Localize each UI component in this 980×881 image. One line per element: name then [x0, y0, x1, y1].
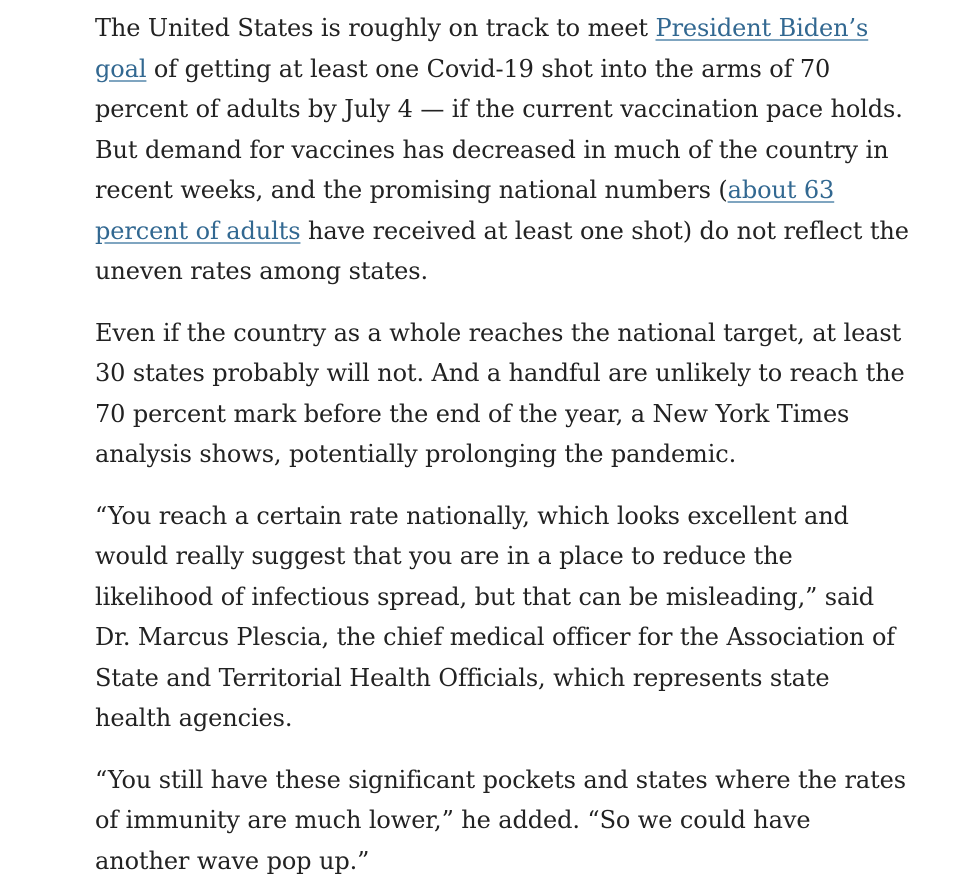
- paragraph-text: have received at least one shot) do not reflect the uneven rates among states.: [95, 217, 909, 286]
- paragraph-text: The United States is roughly on track to meet: [95, 14, 656, 42]
- article-paragraph: “You reach a certain rate nationally, which looks excellent and would really suggest that you are in a place to reduce the likelihood of infectious spread, but that can be misleading,” said Dr. Marcus Plescia, the chief medical officer for the Association of State and Territorial Health Officials, which represents state health agencies.: [95, 496, 910, 739]
- link-about-63-percent-of-adults[interactable]: about 63 percent of adults: [95, 176, 834, 245]
- paragraph-text: of getting at least one Covid-19 shot into the arms of 70 percent of adults by July 4 — if the current vaccination pace holds. But demand for vaccines has decreased in much of the country in recent weeks, and the promising national numbers (: [95, 55, 903, 205]
- article-paragraph: “You still have these significant pockets and states where the rates of immunity are much lower,” he added. “So we could have another wave pop up.”: [95, 760, 910, 881]
- link-president-bidens-goal[interactable]: President Biden’s goal: [95, 14, 868, 83]
- article-paragraph: [95, 8, 910, 292]
- article-paragraph: Even if the country as a whole reaches the national target, at least 30 states probably will not. And a handful are unlikely to reach the 70 percent mark before the end of the year, a New York Times analysis shows, potentially prolonging the pandemic.: [95, 313, 910, 475]
